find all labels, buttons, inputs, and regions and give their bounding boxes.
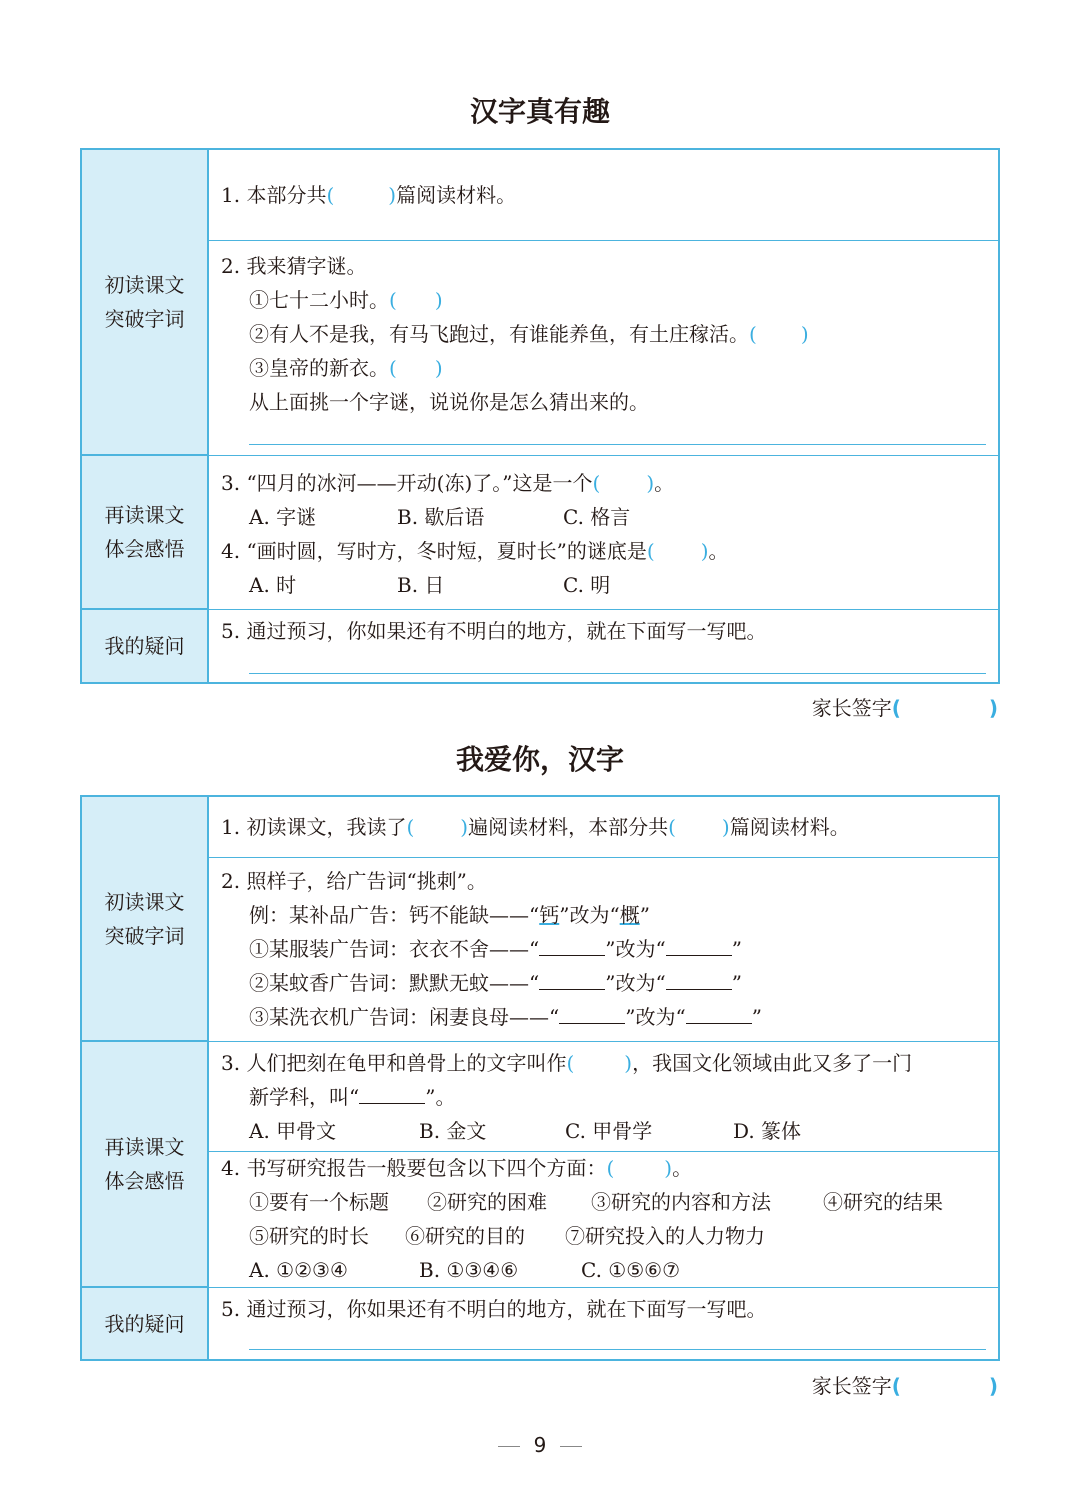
s2-q2-item3 [221, 1000, 762, 1034]
s2-q1 [221, 810, 850, 844]
s2-q4-item5: ⑤研究的时长 [249, 1224, 369, 1248]
s2-q2-item1-blank-a[interactable] [539, 934, 605, 956]
s1-q2-item2 [221, 317, 809, 351]
s1-q3-close: ) [646, 471, 655, 495]
s2-q3-cell [209, 1042, 998, 1152]
s1-side-row2-line1: 再读课文 [104, 503, 185, 527]
page-number [0, 1433, 1080, 1457]
s2-q1-open1: ( [406, 815, 415, 839]
s1-q4-options [221, 568, 729, 602]
s1-signature-close: ) [988, 696, 998, 720]
s1-side-row1-line2: 突破字词 [104, 307, 185, 331]
s1-side-row1-line1: 初读课文 [104, 273, 185, 297]
s1-side-row2-line2: 体会感悟 [104, 537, 185, 561]
s2-q2-item3-text: ③某洗衣机广告词：闲妻良母——“ [249, 1005, 560, 1029]
s1-q1-close: ) [388, 183, 397, 207]
section2-title: 我爱你，汉字 [455, 743, 624, 776]
s2-q1-close2: ) [721, 815, 730, 839]
s1-q2-tail: 从上面挑一个字谜，说说你是怎么猜出来的。 [249, 390, 649, 414]
s2-q2 [221, 864, 762, 1034]
s2-q4-line2 [221, 1219, 943, 1253]
s2-q3-line1 [221, 1046, 912, 1080]
s2-q2-item3-end: ” [751, 1005, 762, 1029]
s1-side-row1 [82, 150, 209, 456]
s1-q3-option-a[interactable]: A. 字谜 [249, 505, 317, 529]
s1-q1-post: 篇阅读材料。 [396, 183, 517, 207]
s2-q4-option-b[interactable]: B. ①③④⑥ [419, 1258, 519, 1282]
s2-q2-item2-blank-a[interactable] [539, 968, 605, 990]
s1-side-row3 [82, 610, 209, 682]
s2-q4-close: ) [664, 1156, 673, 1180]
section1-table [80, 148, 1000, 684]
s1-q3-open: ( [592, 471, 601, 495]
s2-q3-options [221, 1114, 912, 1148]
s2-q3-open: ( [566, 1051, 575, 1075]
page-number-value: 9 [533, 1433, 547, 1457]
s2-q2-item3-blank-a[interactable] [559, 1002, 625, 1024]
s2-side-row1-line2: 突破字词 [104, 923, 185, 948]
s1-q1 [221, 178, 516, 212]
s2-q4-item4: ④研究的结果 [823, 1190, 943, 1214]
s2-q1-mid: 遍阅读材料，本部分共 [468, 815, 669, 839]
s1-q3-stem [221, 466, 729, 500]
s1-side-row3-label: 我的疑问 [104, 634, 185, 658]
s1-q1-open: ( [326, 183, 335, 207]
s2-q4-stem [221, 1151, 943, 1185]
s1-q2-item2-text: ②有人不是我，有马飞跑过，有谁能养鱼，有土庄稼活。 [249, 322, 749, 346]
s2-q1-open2: ( [668, 815, 676, 839]
s1-q4-pre: 4. “画时圆，写时方，冬时短，夏时长”的谜底是 [221, 539, 647, 563]
s2-signature-open: ( [891, 1374, 901, 1398]
s2-q3-close: ) [624, 1051, 633, 1075]
s2-q1-close1: ) [460, 815, 469, 839]
s2-q3-line1-post: ，我国文化领域由此又多了一门 [632, 1051, 913, 1075]
s1-q1-pre: 1. 本部分共 [221, 183, 327, 207]
s2-side-row1 [82, 797, 209, 1042]
s1-q5: 5. 通过预习，你如果还有不明白的地方，就在下面写一写吧。 [221, 619, 767, 643]
section1-title: 汉字真有趣 [469, 95, 610, 128]
s2-q2-item2-blank-b[interactable] [666, 968, 732, 990]
s1-q2-answer-line[interactable] [249, 444, 986, 445]
s2-q4-item3: ③研究的内容和方法 [591, 1190, 771, 1214]
s2-q3-option-c[interactable]: C. 甲骨学 [565, 1119, 653, 1143]
s2-q2-item3-blank-b[interactable] [686, 1002, 752, 1024]
s2-q4-option-a[interactable]: A. ①②③④ [249, 1258, 348, 1282]
s2-q4-open: ( [606, 1156, 615, 1180]
s1-q3-option-b[interactable]: B. 歇后语 [397, 505, 485, 529]
s1-q3-option-c[interactable]: C. 格言 [563, 505, 631, 529]
s1-q2-item2-open: ( [749, 322, 757, 346]
s1-q34-cell [209, 456, 998, 610]
s2-q4-item7: ⑦研究投入的人力物力 [565, 1224, 765, 1248]
s2-q3-option-a[interactable]: A. 甲骨文 [249, 1119, 337, 1143]
s2-side-row3-label: 我的疑问 [104, 1311, 185, 1336]
s1-q2-item3-text: ③皇帝的新衣。 [249, 356, 389, 380]
s2-q4-cell [209, 1152, 998, 1288]
s2-q2-example-a: 钙 [539, 903, 560, 927]
s2-q2-item1-change: ”改为“ [605, 937, 666, 961]
s2-q2-stem: 2. 照样子，给广告词“挑刺”。 [221, 869, 487, 893]
s2-q3 [221, 1046, 912, 1148]
s1-q5-answer-line[interactable] [249, 673, 986, 674]
s1-side-row2 [82, 456, 209, 610]
s1-q2-item1 [221, 283, 809, 317]
s2-q4-option-c[interactable]: C. ①⑤⑥⑦ [581, 1258, 681, 1282]
s2-signature-label: 家长签字 [811, 1374, 892, 1398]
s2-q3-option-d[interactable]: D. 篆体 [733, 1119, 802, 1143]
s2-q1-pre: 1. 初读课文，我读了 [221, 815, 407, 839]
s1-q5-cell [209, 610, 998, 682]
s1-q2-item1-open: ( [389, 288, 397, 312]
s2-q4-line1 [221, 1185, 943, 1219]
s2-side-row2 [82, 1042, 209, 1288]
s1-signature-open: ( [891, 696, 901, 720]
s1-q4-close: ) [700, 539, 709, 563]
s2-q4 [221, 1151, 943, 1287]
s1-q1-cell [209, 150, 998, 241]
s2-side-row2-line2: 体会感悟 [104, 1169, 185, 1193]
s1-q3-options [221, 500, 729, 534]
s2-q2-item2 [221, 966, 762, 1000]
s2-q5-cell [209, 1288, 998, 1359]
s1-q2-item3-close: ) [434, 356, 443, 380]
page-number-dash-left [498, 1446, 520, 1447]
s2-signature-close: ) [988, 1374, 998, 1398]
s1-q2 [221, 249, 809, 419]
s2-q2-item2-change: ”改为“ [605, 971, 666, 995]
section2-table [80, 795, 1000, 1361]
s2-q2-item2-end: ” [731, 971, 742, 995]
s2-q1-post: 篇阅读材料。 [729, 815, 850, 839]
s2-q2-cell [209, 858, 998, 1042]
s2-q2-example [221, 898, 762, 932]
s2-q4-pre: 4. 书写研究报告一般要包含以下四个方面： [221, 1156, 607, 1180]
s1-q4-option-c[interactable]: C. 明 [563, 573, 611, 597]
s2-side-row3 [82, 1288, 209, 1359]
s2-q3-line2-pre: 新学科，叫“ [249, 1085, 360, 1109]
s2-parent-signature[interactable] [812, 1370, 998, 1399]
s2-side-row1-line1: 初读课文 [104, 889, 185, 914]
s2-q3-line2-post: ”。 [425, 1085, 456, 1109]
s1-q3-pre: 3. “四月的冰河——开动(冻)了。”这是一个 [221, 471, 593, 495]
s2-q3-blank[interactable] [359, 1082, 425, 1104]
s2-q2-example-mid: ”改为“ [559, 903, 620, 927]
s2-q4-options [221, 1253, 943, 1287]
s1-q2-item3 [221, 351, 809, 385]
s1-q2-stem: 2. 我来猜字谜。 [221, 254, 367, 278]
s1-q2-item3-open: ( [389, 356, 397, 380]
s2-q2-item1 [221, 932, 762, 966]
s2-q2-example-pre: 例：某补品广告：钙不能缺——“ [249, 903, 540, 927]
s1-signature-label: 家长签字 [811, 696, 892, 720]
s1-q2-item1-text: ①七十二小时。 [249, 288, 389, 312]
page-number-dash-right [560, 1446, 582, 1447]
s2-q2-example-post: ” [639, 903, 650, 927]
s2-q4-item6: ⑥研究的目的 [405, 1224, 525, 1248]
s2-q5: 5. 通过预习，你如果还有不明白的地方，就在下面写一写吧。 [221, 1297, 767, 1321]
s2-q2-item1-text: ①某服装广告词：衣衣不舍——“ [249, 937, 540, 961]
s2-q2-example-b: 概 [619, 903, 640, 927]
s1-q3 [221, 466, 729, 602]
s1-q4-post: 。 [708, 539, 729, 563]
s2-q5-answer-line[interactable] [249, 1349, 986, 1350]
s2-q2-item2-text: ②某蚊香广告词：默默无蚊——“ [249, 971, 540, 995]
s1-q2-item1-close: ) [434, 288, 443, 312]
s1-q4-open: ( [646, 539, 655, 563]
s2-q2-item3-change: ”改为“ [625, 1005, 686, 1029]
s1-q4-option-b[interactable]: B. 日 [397, 573, 445, 597]
s2-q2-item1-end: ” [731, 937, 742, 961]
s2-q4-post: 。 [672, 1156, 693, 1180]
s1-q4-option-a[interactable]: A. 时 [249, 573, 297, 597]
s1-q2-cell [209, 241, 998, 456]
s2-q4-item1: ①要有一个标题 [249, 1190, 389, 1214]
s1-q2-item2-close: ) [800, 322, 809, 346]
s1-q4-stem [221, 534, 729, 568]
s2-q3-line2 [221, 1080, 912, 1114]
s2-q4-item2: ②研究的困难 [427, 1190, 547, 1214]
s2-q2-item1-blank-b[interactable] [666, 934, 732, 956]
s2-q3-option-b[interactable]: B. 金文 [419, 1119, 487, 1143]
s2-q3-line1-pre: 3. 人们把刻在龟甲和兽骨上的文字叫作 [221, 1051, 567, 1075]
s1-parent-signature[interactable] [812, 692, 998, 721]
s1-q3-post: 。 [654, 471, 675, 495]
s2-side-row2-line1: 再读课文 [104, 1135, 185, 1159]
s2-q1-cell [209, 797, 998, 858]
